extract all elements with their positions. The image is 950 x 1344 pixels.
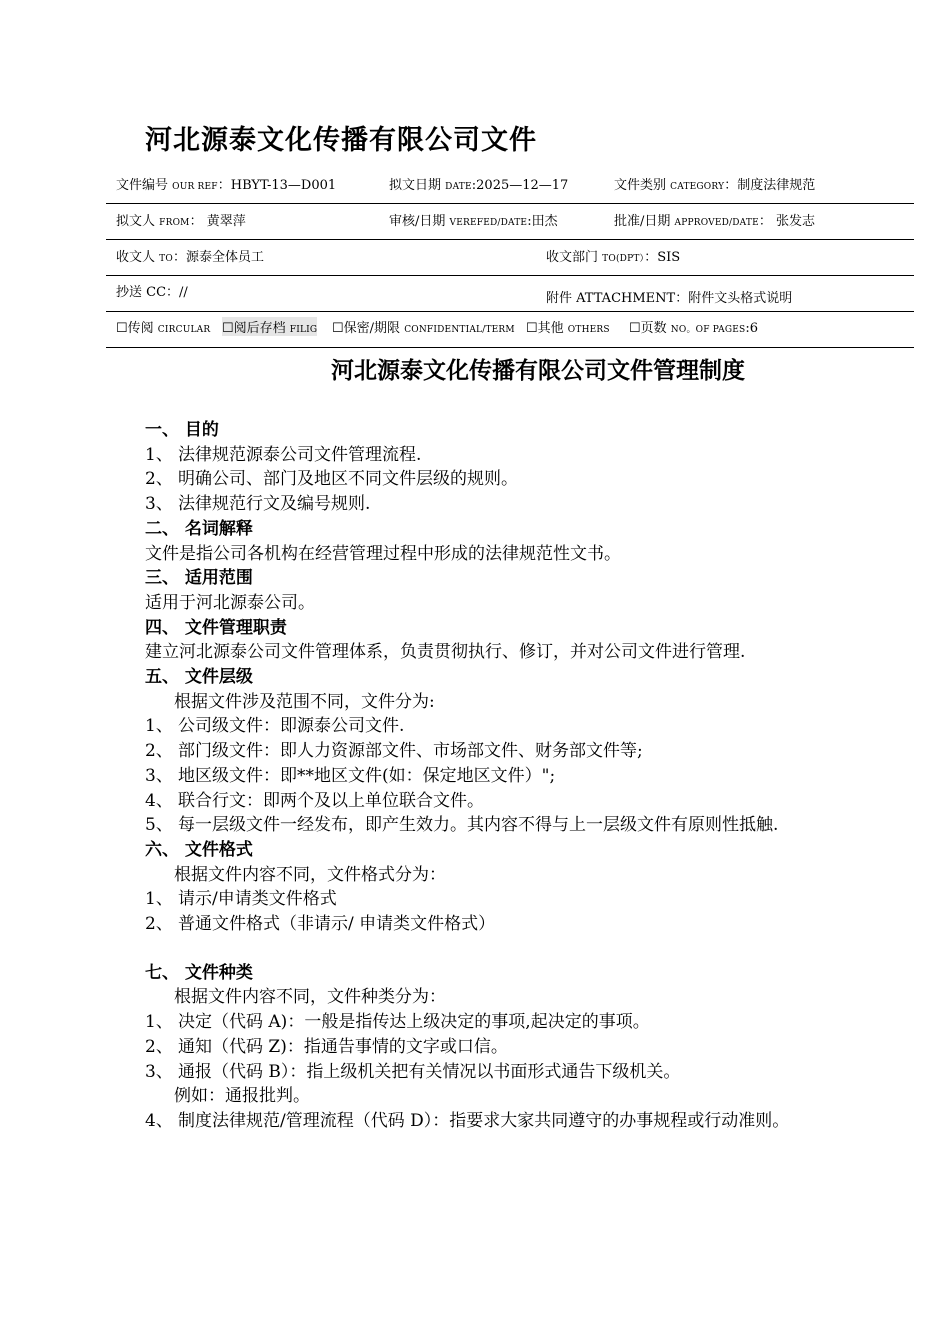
pages-checkbox[interactable] bbox=[629, 317, 758, 336]
list-item: 3、 地区级文件：即**地区文件(如：保定地区文件）"; bbox=[145, 765, 556, 786]
pages-label-en: NO。OF PAGES bbox=[670, 325, 746, 335]
approve-label: 批准/日期 bbox=[614, 214, 671, 229]
list-item: 1、 决定（代码 A)：一般是指传达上级决定的事项,起决定的事项。 bbox=[145, 1012, 650, 1033]
others-label-en: OTHERS bbox=[567, 325, 610, 335]
list-item: 5、 每一层级文件一经发布，即产生效力。其内容不得与上一层级文件有原则性抵触. bbox=[145, 815, 779, 836]
list-item: 2、 部门级文件：即人力资源部文件、市场部文件、财务部文件等; bbox=[145, 741, 643, 762]
from-label: 拟文人 bbox=[116, 214, 156, 229]
to-value: ：源泰全体员工 bbox=[172, 250, 264, 265]
section-heading-scope: 三、 适用范围 bbox=[145, 568, 253, 589]
from-value: ： 黄翠萍 bbox=[189, 214, 246, 229]
section-heading-format: 六、 文件格式 bbox=[145, 839, 253, 860]
header-row-ref bbox=[106, 162, 914, 204]
list-item: 2、 明确公司、部门及地区不同文件层级的规则。 bbox=[145, 469, 518, 490]
list-item: 1、 请示/申请类文件格式 bbox=[145, 889, 337, 910]
approve-value: ： 张发志 bbox=[758, 214, 815, 229]
ref-value: ：HBYT-13—D001 bbox=[217, 178, 337, 193]
date-value: :2025—12—17 bbox=[471, 178, 569, 193]
section-intro: 根据文件内容不同，文件种类分为： bbox=[174, 987, 446, 1008]
verify-value: :田杰 bbox=[527, 214, 558, 229]
list-item: 1、 法律规范源泰公司文件管理流程. bbox=[145, 444, 422, 465]
section-text: 适用于河北源泰公司。 bbox=[145, 592, 315, 613]
document-header-table bbox=[106, 162, 914, 348]
section-heading-levels: 五、 文件层级 bbox=[145, 667, 253, 688]
list-item: 4、 联合行文：即两个及以上单位联合文件。 bbox=[145, 790, 484, 811]
list-item: 2、 普通文件格式（非请示/ 申请类文件格式） bbox=[145, 914, 496, 935]
document-title: 河北源泰文化传播有限公司文件管理制度 bbox=[331, 357, 745, 384]
ref-label-en: OUR REF bbox=[172, 182, 218, 192]
from-field bbox=[116, 210, 246, 229]
dept-label-en: TO(DPT） bbox=[602, 254, 645, 264]
dept-value: ：SIS bbox=[644, 250, 681, 265]
section-text: 文件是指公司各机构在经营管理过程中形成的法律规范性文书。 bbox=[145, 543, 621, 564]
confidential-label: ☐保密/期限 bbox=[332, 321, 401, 336]
verify-label: 审核/日期 bbox=[389, 214, 446, 229]
circular-label-en: CIRCULAR bbox=[157, 325, 211, 335]
example-text: 例如：通报批判。 bbox=[174, 1086, 310, 1107]
header-row-distribution bbox=[106, 312, 914, 348]
filing-checkbox[interactable] bbox=[222, 317, 317, 336]
header-row-cc bbox=[106, 276, 914, 312]
section-intro: 根据文件涉及范围不同，文件分为: bbox=[174, 691, 435, 712]
header-row-from bbox=[106, 204, 914, 240]
approve-label-en: APPROVED/DATE bbox=[674, 218, 759, 228]
to-label: 收文人 bbox=[116, 250, 156, 265]
date-field bbox=[389, 174, 568, 193]
dept-label: 收文部门 bbox=[546, 250, 599, 265]
from-label-en: FROM bbox=[159, 218, 190, 228]
verify-field bbox=[389, 210, 558, 229]
list-item: 3、 通报（代码 B）：指上级机关把有关情况以书面形式通告下级机关。 bbox=[145, 1061, 681, 1082]
to-field bbox=[116, 246, 264, 265]
section-heading-definitions: 二、 名词解释 bbox=[145, 518, 253, 539]
circular-label: ☐传阅 bbox=[116, 321, 154, 336]
section-heading-responsibilities: 四、 文件管理职责 bbox=[145, 617, 287, 638]
section-text: 建立河北源泰公司文件管理体系，负责贯彻执行、修订，并对公司文件进行管理. bbox=[145, 642, 746, 663]
list-item: 2、 通知（代码 Z)：指通告事情的文字或口信。 bbox=[145, 1036, 508, 1057]
date-label-en: DATE bbox=[445, 182, 472, 192]
ref-label: 文件编号 bbox=[116, 178, 169, 193]
to-label-en: TO bbox=[159, 254, 173, 264]
cc-field: 抄送 CC：// bbox=[116, 285, 188, 300]
verify-label-en: VEREFED/DATE bbox=[449, 218, 528, 228]
paragraph-gap bbox=[145, 937, 815, 961]
filing-label-en: FILIG bbox=[289, 325, 318, 335]
section-heading-types: 七、 文件种类 bbox=[145, 962, 253, 983]
category-value: ：制度法律规范 bbox=[724, 178, 816, 193]
category-field bbox=[614, 174, 815, 193]
pages-value: :6 bbox=[745, 321, 759, 336]
list-item: 4、 制度法律规范/管理流程（代码 D）：指要求大家共同遵守的办事规程或行动准则。 bbox=[145, 1110, 790, 1131]
dept-field bbox=[546, 246, 680, 265]
others-label: ☐其他 bbox=[526, 321, 564, 336]
document-body bbox=[145, 418, 815, 1134]
circular-checkbox[interactable] bbox=[116, 317, 210, 336]
filing-label: ☐阅后存档 bbox=[222, 321, 286, 336]
section-heading-purpose: 一、 目的 bbox=[145, 420, 219, 440]
header-row-to bbox=[106, 240, 914, 276]
list-item: 1、 公司级文件：即源泰公司文件. bbox=[145, 716, 405, 737]
pages-label: ☐页数 bbox=[629, 321, 667, 336]
list-item: 3、 法律规范行文及编号规则. bbox=[145, 494, 371, 515]
confidential-checkbox[interactable] bbox=[332, 317, 515, 336]
category-label-en: CATEGORY bbox=[670, 182, 725, 192]
company-title: 河北源泰文化传播有限公司文件 bbox=[145, 125, 537, 156]
section-intro: 根据文件内容不同，文件格式分为： bbox=[174, 864, 446, 885]
ref-field bbox=[116, 174, 336, 193]
confidential-label-en: CONFIDENTIAL/TERM bbox=[404, 325, 515, 335]
approve-field bbox=[614, 210, 815, 229]
date-label: 拟文日期 bbox=[389, 178, 442, 193]
category-label: 文件类别 bbox=[614, 178, 667, 193]
others-checkbox[interactable] bbox=[526, 317, 610, 336]
attachment-field: 附件 ATTACHMENT：附件文头格式说明 bbox=[546, 291, 793, 306]
